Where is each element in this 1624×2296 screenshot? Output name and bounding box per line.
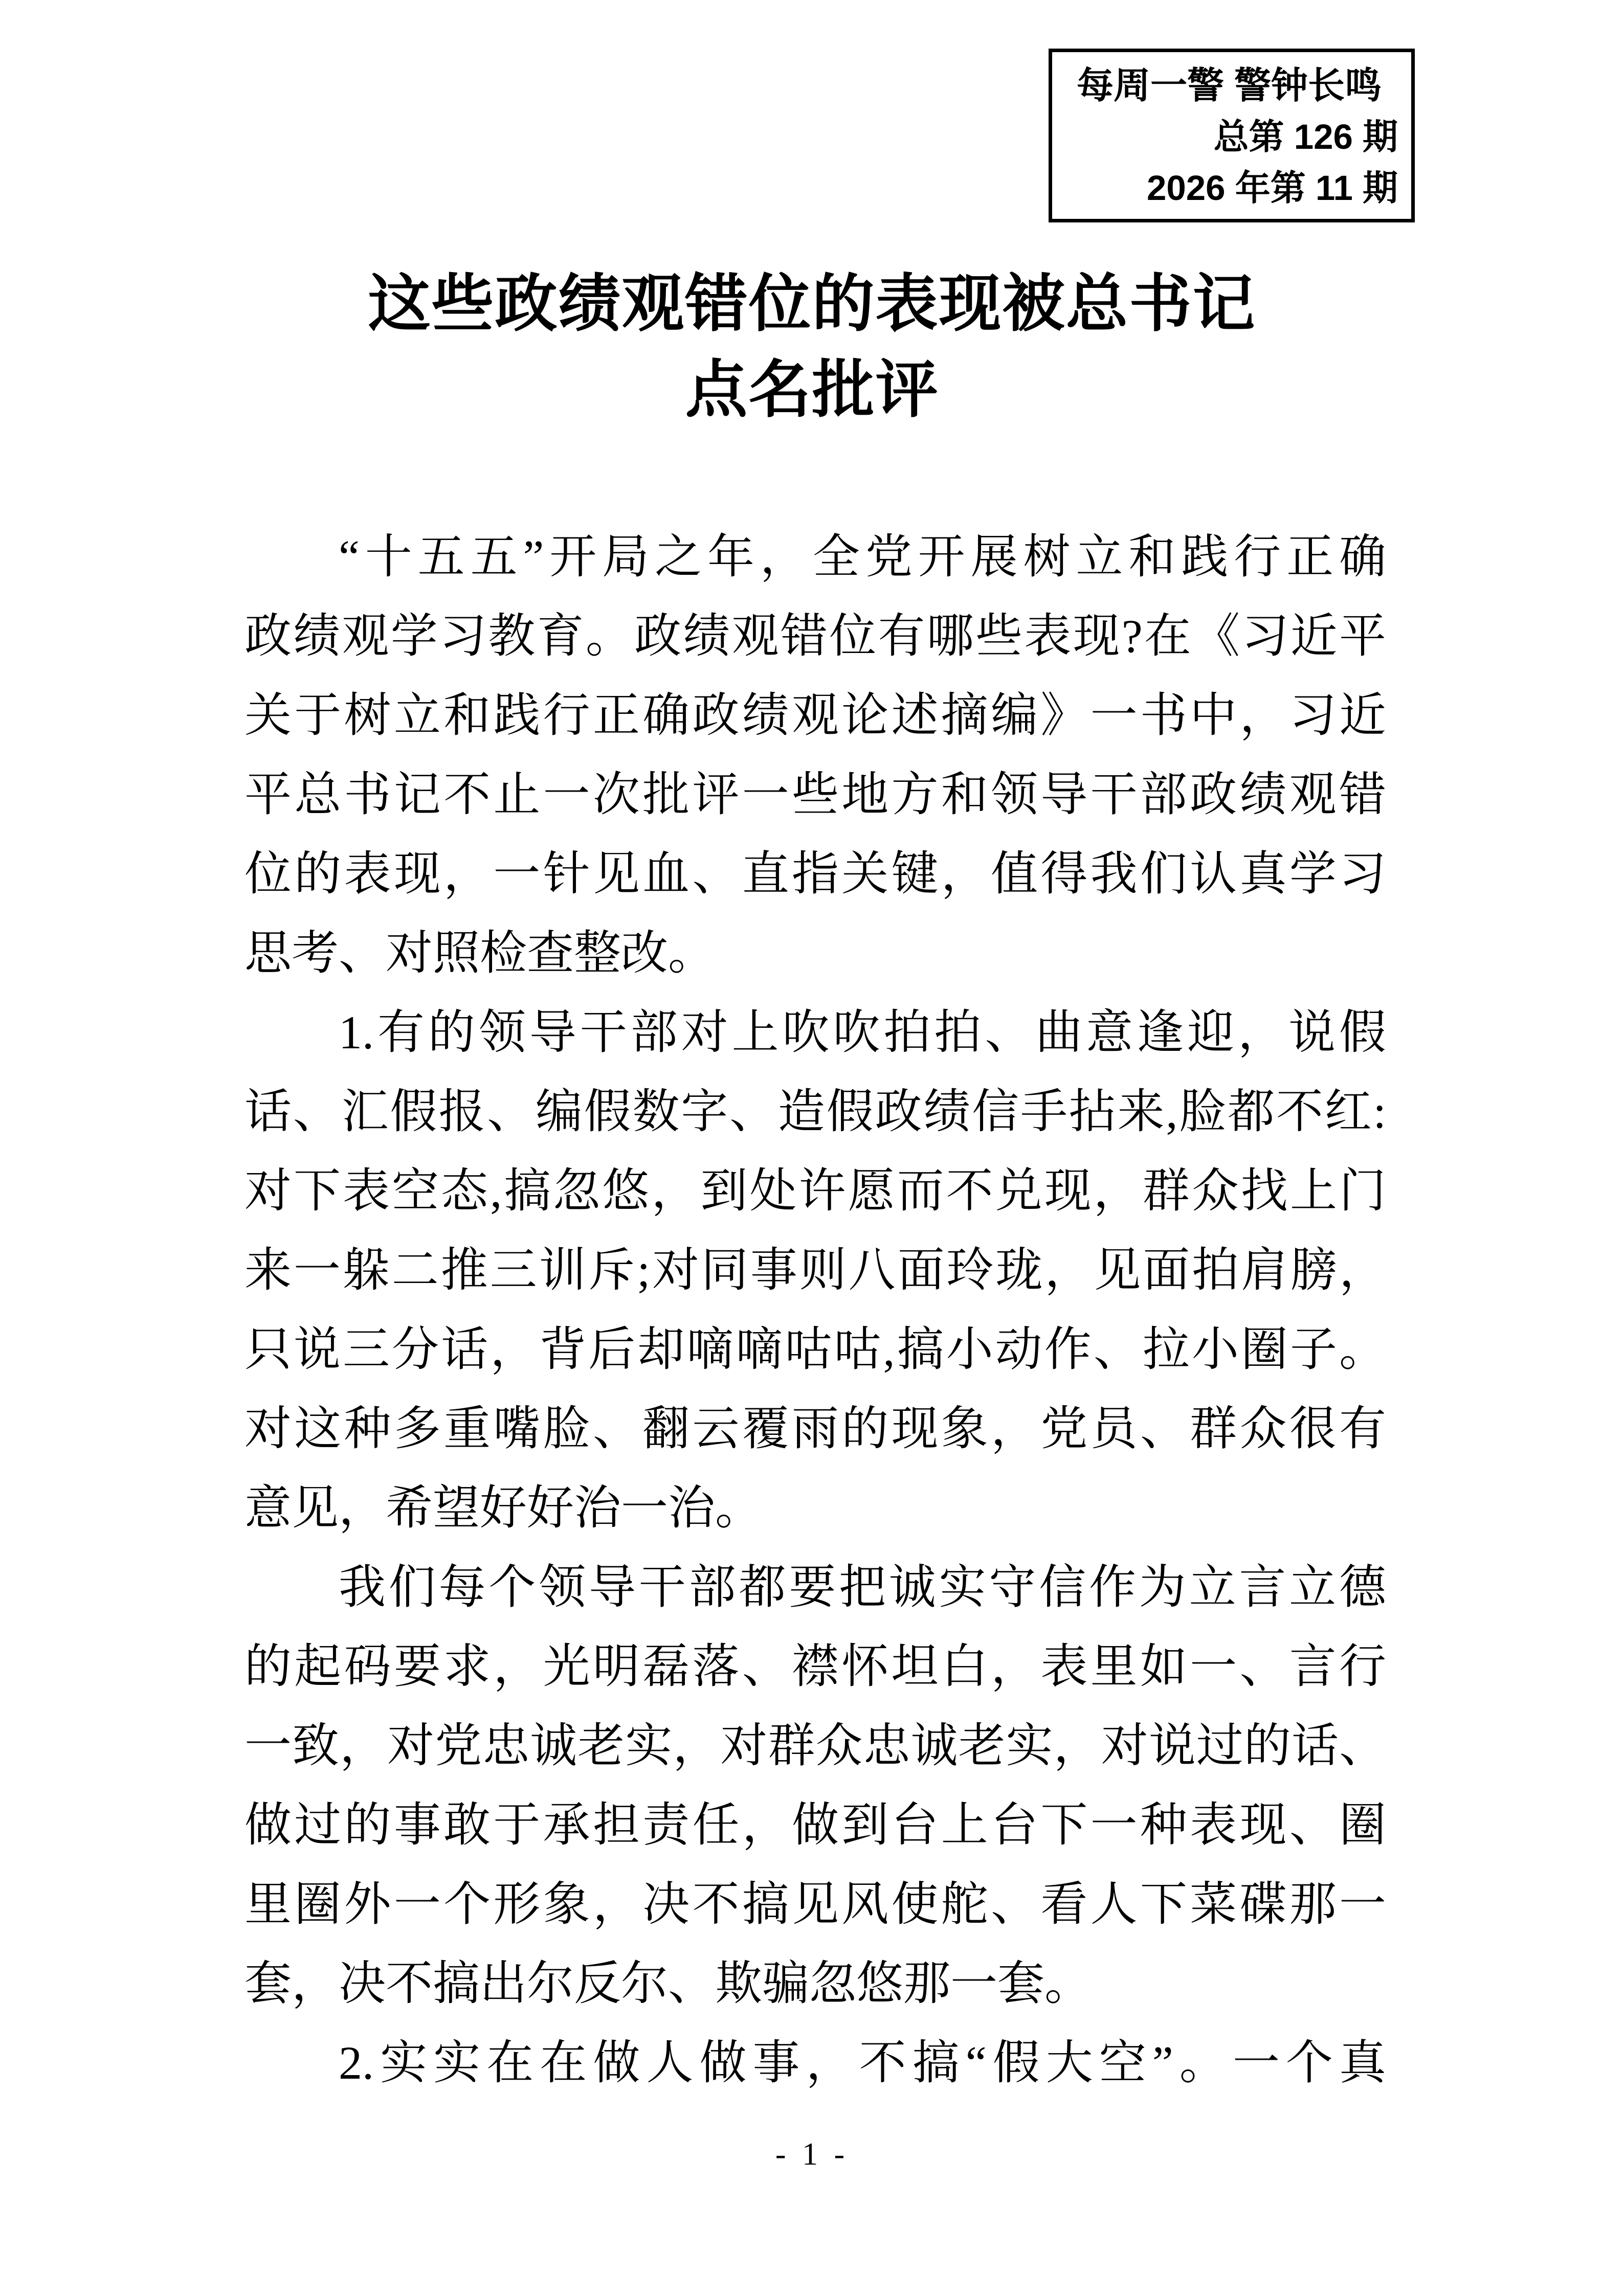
body-line: 位的表现，一针见血、直指关键，值得我们认真学习	[244, 848, 1386, 900]
body-line: 对下表空态,搞忽悠，到处许愿而不兑现，群众找上门	[244, 1165, 1386, 1217]
document-title	[0, 262, 1624, 434]
body-line: 的起码要求，光明磊落、襟怀坦白，表里如一、言行	[244, 1640, 1386, 1693]
body-line: 1.有的领导干部对上吹吹拍拍、曲意逢迎，说假	[339, 1006, 1386, 1059]
body-line: “十五五”开局之年，全党开展树立和践行正确	[339, 531, 1386, 583]
body-line: 意见，希望好好治一治。	[244, 1482, 763, 1534]
body-line: 只说三分话，背后却嘀嘀咕咕,搞小动作、拉小圈子。	[244, 1323, 1386, 1376]
body-line: 政绩观学习教育。政绩观错位有哪些表现?在《习近平	[244, 610, 1386, 662]
title-line-2: 点名批评	[685, 356, 939, 425]
title-line-1: 这些政绩观错位的表现被总书记	[368, 270, 1256, 339]
body-text	[244, 517, 1386, 2103]
body-line: 套，决不搞出尔反尔、欺骗忽悠那一套。	[244, 1957, 1092, 2010]
issue-slogan: 每周一警 警钟长鸣	[1076, 65, 1382, 106]
page-number: - 1 -	[775, 2137, 849, 2172]
body-line: 2.实实在在做人做事，不搞“假大空”。一个真	[339, 2037, 1386, 2089]
body-line: 做过的事敢于承担责任，做到台上台下一种表现、圈	[244, 1799, 1386, 1851]
body-line: 里圈外一个形象，决不搞见风使舵、看人下菜碟那一	[244, 1878, 1386, 1930]
body-line: 平总书记不止一次批评一些地方和领导干部政绩观错	[244, 769, 1386, 821]
issue-year-number: 2026 年第 11 期	[1147, 168, 1398, 208]
body-line: 思考、对照检查整改。	[244, 927, 716, 979]
body-line: 话、汇假报、编假数字、造假政绩信手拈来,脸都不红:	[244, 1086, 1386, 1138]
issue-total-number: 总第 126 期	[1213, 117, 1398, 156]
issue-info-box	[1049, 49, 1415, 222]
body-line: 一致，对党忠诚老实，对群众忠诚老实，对说过的话、	[244, 1720, 1386, 1772]
body-line: 我们每个领导干部都要把诚实守信作为立言立德	[339, 1561, 1386, 1613]
body-line: 对这种多重嘴脸、翻云覆雨的现象，党员、群众很有	[244, 1403, 1386, 1455]
body-line: 来一躲二推三训斥;对同事则八面玲珑，见面拍肩膀，	[244, 1244, 1386, 1296]
body-line: 关于树立和践行正确政绩观论述摘编》一书中，习近	[244, 689, 1386, 741]
